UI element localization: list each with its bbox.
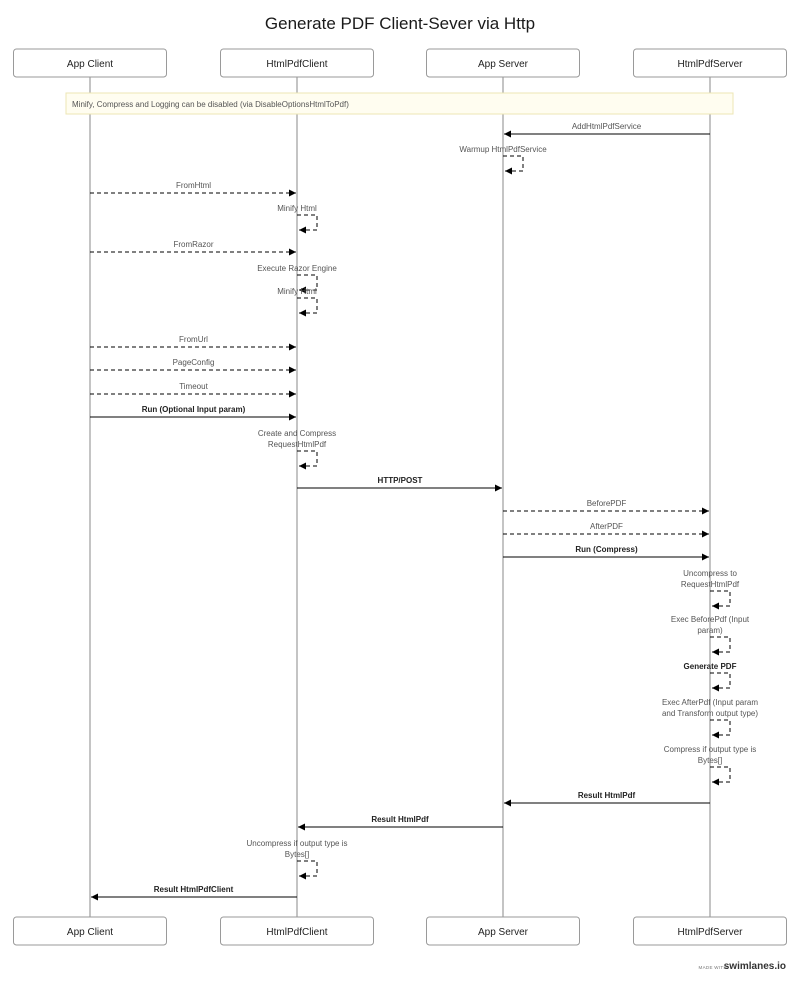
message-label-18-line-2: param)	[697, 626, 723, 635]
footer-made-with: MADE WITH	[698, 965, 727, 970]
message-label-5: FromRazor	[173, 240, 214, 249]
message-label-7: Minify Html	[277, 287, 317, 296]
self-message-arrow-20	[710, 720, 730, 735]
messages	[90, 122, 758, 897]
participants-bottom	[14, 917, 787, 945]
message-label-16: Run (Compress)	[575, 545, 638, 554]
participant-top-label-4: HtmlPdfServer	[677, 59, 743, 70]
message-label-6: Execute Razor Engine	[257, 264, 337, 273]
self-message-arrow-24	[297, 861, 317, 876]
participants-top	[14, 49, 787, 77]
message-label-24-line-1: Uncompress if output type is	[246, 839, 348, 848]
participant-bottom-label-1: App Client	[66, 927, 114, 938]
self-message-arrow-4	[297, 215, 317, 230]
participant-top-label-2: HtmlPdfClient	[266, 59, 328, 70]
self-message-arrow-19	[710, 673, 730, 688]
message-label-21-line-1: Compress if output type is	[663, 745, 757, 754]
message-label-17-line-2: RequestHtmlPdf	[680, 580, 740, 589]
self-message-arrow-21	[710, 767, 730, 782]
self-message-arrow-18	[710, 637, 730, 652]
message-label-20-line-1: Exec AfterPdf (Input param	[661, 698, 759, 707]
message-label-25: Result HtmlPdfClient	[153, 885, 234, 894]
message-label-1: AddHtmlPdfService	[571, 122, 642, 131]
self-message-arrow-17	[710, 591, 730, 606]
diagram-title: Generate PDF Client-Sever via Http	[264, 14, 536, 33]
message-label-13: HTTP/POST	[377, 476, 423, 485]
message-label-8: FromUrl	[179, 335, 208, 344]
participant-bottom-label-2: HtmlPdfClient	[266, 927, 328, 938]
message-label-19: Generate PDF	[683, 662, 737, 671]
message-label-2: Warmup HtmlPdfService	[459, 145, 547, 154]
message-label-9: PageConfig	[172, 358, 215, 367]
message-label-20-line-2: and Transform output type)	[661, 709, 759, 718]
participant-bottom-label-4: HtmlPdfServer	[677, 927, 743, 938]
message-label-22: Result HtmlPdf	[577, 791, 636, 800]
participant-bottom-label-3: App Server	[477, 927, 529, 938]
message-label-10: Timeout	[179, 382, 208, 391]
message-label-4: Minify Html	[277, 204, 317, 213]
participant-top-label-1: App Client	[66, 59, 114, 70]
self-message-arrow-2	[503, 156, 523, 171]
message-label-12-line-1: Create and Compress	[257, 429, 337, 438]
participant-top-label-3: App Server	[477, 59, 529, 70]
message-label-24-line-2: Bytes[]	[284, 850, 310, 859]
self-message-arrow-12	[297, 451, 317, 466]
message-label-14: BeforePDF	[586, 499, 627, 508]
message-label-12-line-2: RequestHtmlPdf	[267, 440, 327, 449]
message-label-3: FromHtml	[175, 181, 212, 190]
self-message-arrow-7	[297, 298, 317, 313]
message-label-15: AfterPDF	[590, 522, 623, 531]
footer-brand: swimlanes.io	[723, 961, 786, 972]
message-label-17-line-1: Uncompress to	[683, 569, 737, 578]
message-label-18-line-1: Exec BeforePdf (Input	[670, 615, 750, 624]
message-label-21-line-2: Bytes[]	[697, 756, 723, 765]
message-label-23: Result HtmlPdf	[371, 815, 429, 824]
note-text: Minify, Compress and Logging can be disabled (via DisableOptionsHtmlToPdf)	[72, 100, 349, 109]
message-label-11: Run (Optional Input param)	[141, 405, 246, 414]
